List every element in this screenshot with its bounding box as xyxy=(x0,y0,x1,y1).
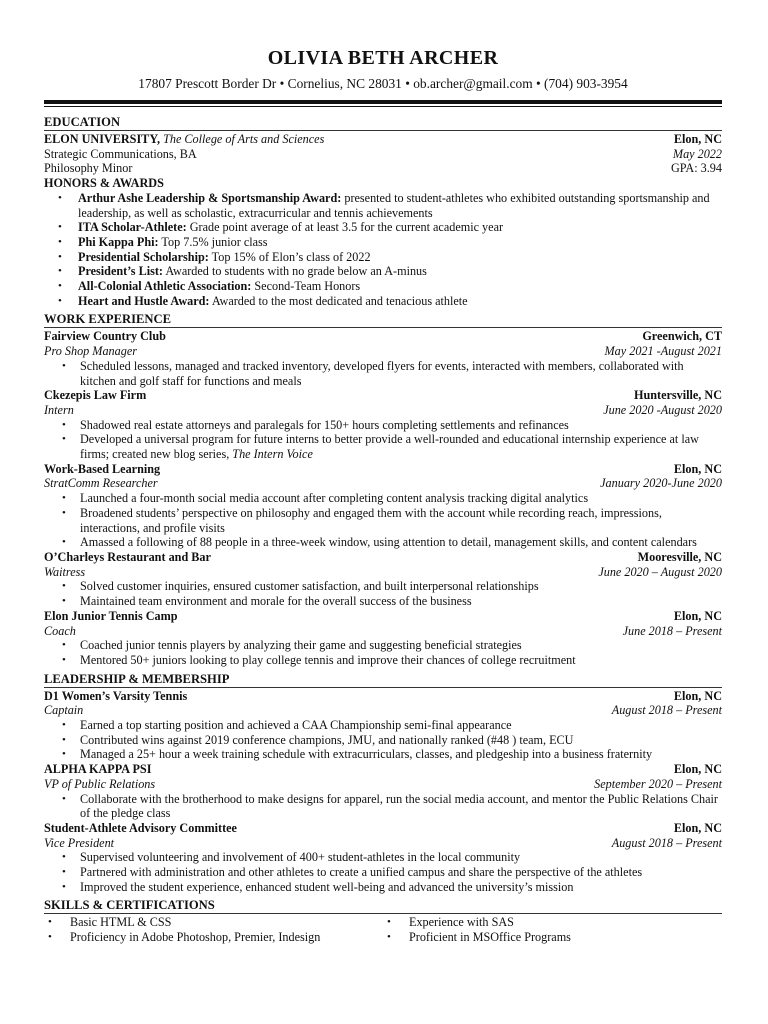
job-role: Coach xyxy=(44,623,76,638)
list-item: • Proficient in MSOffice Programs xyxy=(383,930,722,945)
list-item xyxy=(44,432,722,461)
honor-desc: Awarded to the most dedicated and tenacious athlete xyxy=(211,293,468,308)
list-item xyxy=(44,279,722,294)
list-item: • Collaborate with the brotherhood to make designs for apparel, run the social media account, and mentor the Public Relations Chair of the pledge class xyxy=(44,792,722,821)
list-item: • Amassed a following of 88 people in a three-week window, using attention to detail, management skills, and content calendars xyxy=(44,535,722,550)
job-location: Mooresville, NC xyxy=(637,549,722,564)
job-subheader xyxy=(44,344,722,359)
section-rule xyxy=(44,327,722,328)
list-item: • Managed a 25+ hour a week training schedule with extracurriculars, classes, and pledgeship into a business fraternity xyxy=(44,747,722,762)
job-header xyxy=(44,329,722,344)
list-item: • Contributed wins against 2019 conference champions, JMU, and nationally ranked (#48 ) team, ECU xyxy=(44,733,722,748)
bullet-text: Developed a universal program for future interns to better provide a well-rounded and educational internship experience at law firms; created new blog series, xyxy=(80,432,699,462)
honor-name: President’s List: xyxy=(78,264,163,279)
blog-series-title: The Intern Voice xyxy=(232,447,313,462)
skills-left xyxy=(44,915,383,944)
list-item: • Earned a top starting position and achieved a CAA Championship semi-final appearance xyxy=(44,718,722,733)
job-dates: May 2021 -August 2021 xyxy=(604,344,722,359)
list-item: • Coached junior tennis players by analyzing their game and suggesting beneficial strategies xyxy=(44,638,722,653)
job-location: Elon, NC xyxy=(673,608,722,623)
role-subheader xyxy=(44,703,722,718)
header-rule-thin xyxy=(44,106,722,107)
role-dates: September 2020 – Present xyxy=(594,776,722,791)
job-bullets xyxy=(44,359,722,388)
job-dates: June 2020 – August 2020 xyxy=(598,564,722,579)
list-item: • Partnered with administration and other athletes to create a unified campus and share the perspective of the athletes xyxy=(44,865,722,880)
list-item xyxy=(44,264,722,279)
job-location: Greenwich, CT xyxy=(642,329,722,344)
degree-row xyxy=(44,147,722,162)
role-header xyxy=(44,762,722,777)
honor-desc: Awarded to students with no grade below an A-minus xyxy=(165,264,427,279)
role-location: Elon, NC xyxy=(673,820,722,835)
role-dates: August 2018 – Present xyxy=(611,835,722,850)
job-role: Pro Shop Manager xyxy=(44,344,137,359)
job-subheader xyxy=(44,565,722,580)
job-role: Intern xyxy=(44,402,74,417)
section-title-leadership: LEADERSHIP & MEMBERSHIP xyxy=(44,671,230,686)
honor-desc: Top 15% of Elon’s class of 2022 xyxy=(211,249,371,264)
honors-list xyxy=(44,191,722,309)
list-item xyxy=(44,250,722,265)
job-org: Ckezepis Law Firm xyxy=(44,388,147,403)
education-section xyxy=(44,115,722,308)
skills-columns xyxy=(44,915,722,944)
school-name: ELON UNIVERSITY, xyxy=(44,132,161,146)
role-bullets xyxy=(44,850,722,894)
skills-right xyxy=(383,915,722,944)
job-bullets xyxy=(44,638,722,667)
honor-desc: presented to student-athletes who exhibited outstanding sportsmanship and leadership, as well as scholastic, extracurricular and tennis achievements xyxy=(78,190,710,220)
list-item xyxy=(44,191,722,220)
school-row xyxy=(44,132,722,147)
work-section xyxy=(44,312,722,667)
list-item: • Supervised volunteering and involvement of 400+ student-athletes in the local community xyxy=(44,850,722,865)
role-subheader xyxy=(44,777,722,792)
honor-name: Heart and Hustle Award: xyxy=(78,293,210,308)
resume-name: OLIVIA BETH ARCHER xyxy=(267,47,499,69)
role-bullets xyxy=(44,718,722,762)
honor-name: ITA Scholar-Athlete: xyxy=(78,220,187,235)
job-subheader xyxy=(44,403,722,418)
graduation-date: May 2022 xyxy=(672,146,722,161)
degree: Strategic Communications, BA xyxy=(44,146,197,161)
honor-name: Phi Kappa Phi: xyxy=(78,234,159,249)
honor-desc: Top 7.5% junior class xyxy=(161,234,268,249)
role-header xyxy=(44,689,722,704)
college-name: The College of Arts and Sciences xyxy=(163,132,325,146)
role-title: VP of Public Relations xyxy=(44,776,156,791)
job-header xyxy=(44,609,722,624)
job-header xyxy=(44,550,722,565)
section-title-education: EDUCATION xyxy=(44,115,121,129)
role-title: Vice President xyxy=(44,835,115,850)
honors-title: HONORS & AWARDS xyxy=(44,176,164,191)
job-org: Work-Based Learning xyxy=(44,461,161,476)
role-dates: August 2018 – Present xyxy=(611,703,722,718)
job-bullets xyxy=(44,418,722,462)
list-item: • Launched a four-month social media account after completing content analysis tracking digital analytics xyxy=(44,491,722,506)
role-org: ALPHA KAPPA PSI xyxy=(44,762,152,777)
job-header xyxy=(44,462,722,477)
school-location: Elon, NC xyxy=(673,132,722,146)
role-header xyxy=(44,821,722,836)
list-item: • Basic HTML & CSS xyxy=(44,915,383,930)
list-item: • Solved customer inquiries, ensured customer satisfaction, and built interpersonal relationships xyxy=(44,579,722,594)
job-bullets xyxy=(44,491,722,550)
minor-row xyxy=(44,161,722,176)
header-rule-thick xyxy=(44,100,722,104)
list-item: • Scheduled lessons, managed and tracked inventory, developed flyers for events, interacted with members, collaborated with kitchen and golf staff for functions and meals xyxy=(44,359,722,388)
leadership-section xyxy=(44,672,722,895)
list-item xyxy=(44,220,722,235)
honor-desc: Grade point average of at least 3.5 for the current academic year xyxy=(189,220,504,235)
list-item xyxy=(44,294,722,309)
job-org: Fairview Country Club xyxy=(44,329,166,344)
job-role: StratComm Researcher xyxy=(44,476,158,491)
list-item: • Improved the student experience, enhanced student well-being and advanced the university’s mission xyxy=(44,880,722,895)
job-org: O’Charleys Restaurant and Bar xyxy=(44,549,211,564)
job-org: Elon Junior Tennis Camp xyxy=(44,608,178,623)
contact-line: 17807 Prescott Border Dr • Cornelius, NC 28031 • ob.archer@gmail.com • (704) 903-3954 xyxy=(138,76,628,91)
role-org: Student-Athlete Advisory Committee xyxy=(44,820,237,835)
list-item: • Mentored 50+ juniors looking to play college tennis and improve their chances of college recruitment xyxy=(44,653,722,668)
gpa: GPA: 3.94 xyxy=(670,161,722,176)
honor-name: Arthur Ashe Leadership & Sportsmanship Award: xyxy=(78,190,342,205)
honor-desc: Second-Team Honors xyxy=(254,279,361,294)
role-subheader xyxy=(44,836,722,851)
job-dates: June 2018 – Present xyxy=(622,623,722,638)
list-item: • Shadowed real estate attorneys and paralegals for 150+ hours completing settlements and refinances xyxy=(44,418,722,433)
section-rule xyxy=(44,130,722,131)
job-location: Huntersville, NC xyxy=(633,388,722,403)
skills-section xyxy=(44,898,722,944)
role-org: D1 Women’s Varsity Tennis xyxy=(44,688,188,703)
list-item: • Proficiency in Adobe Photoshop, Premier, Indesign xyxy=(44,930,383,945)
honor-name: All-Colonial Athletic Association: xyxy=(78,279,252,294)
role-bullets xyxy=(44,792,722,821)
list-item xyxy=(44,235,722,250)
job-location: Elon, NC xyxy=(673,461,722,476)
job-dates: January 2020-June 2020 xyxy=(600,476,722,491)
section-title-skills: SKILLS & CERTIFICATIONS xyxy=(44,898,215,913)
list-item: • Maintained team environment and morale for the overall success of the business xyxy=(44,594,722,609)
section-rule xyxy=(44,687,722,688)
job-subheader xyxy=(44,624,722,639)
section-title-work: WORK EXPERIENCE xyxy=(44,312,172,327)
role-location: Elon, NC xyxy=(673,762,722,777)
job-header xyxy=(44,388,722,403)
job-dates: June 2020 -August 2020 xyxy=(603,402,722,417)
job-bullets xyxy=(44,579,722,608)
list-item: • Broadened students’ perspective on philosophy and engaged them with the account while recording reach, impressions, interactions, and profile visits xyxy=(44,506,722,535)
honor-name: Presidential Scholarship: xyxy=(78,249,209,264)
job-role: Waitress xyxy=(44,564,86,579)
list-item: • Experience with SAS xyxy=(383,915,722,930)
role-location: Elon, NC xyxy=(673,688,722,703)
section-rule xyxy=(44,913,722,914)
role-title: Captain xyxy=(44,703,84,718)
job-subheader xyxy=(44,476,722,491)
minor: Philosophy Minor xyxy=(44,161,133,176)
